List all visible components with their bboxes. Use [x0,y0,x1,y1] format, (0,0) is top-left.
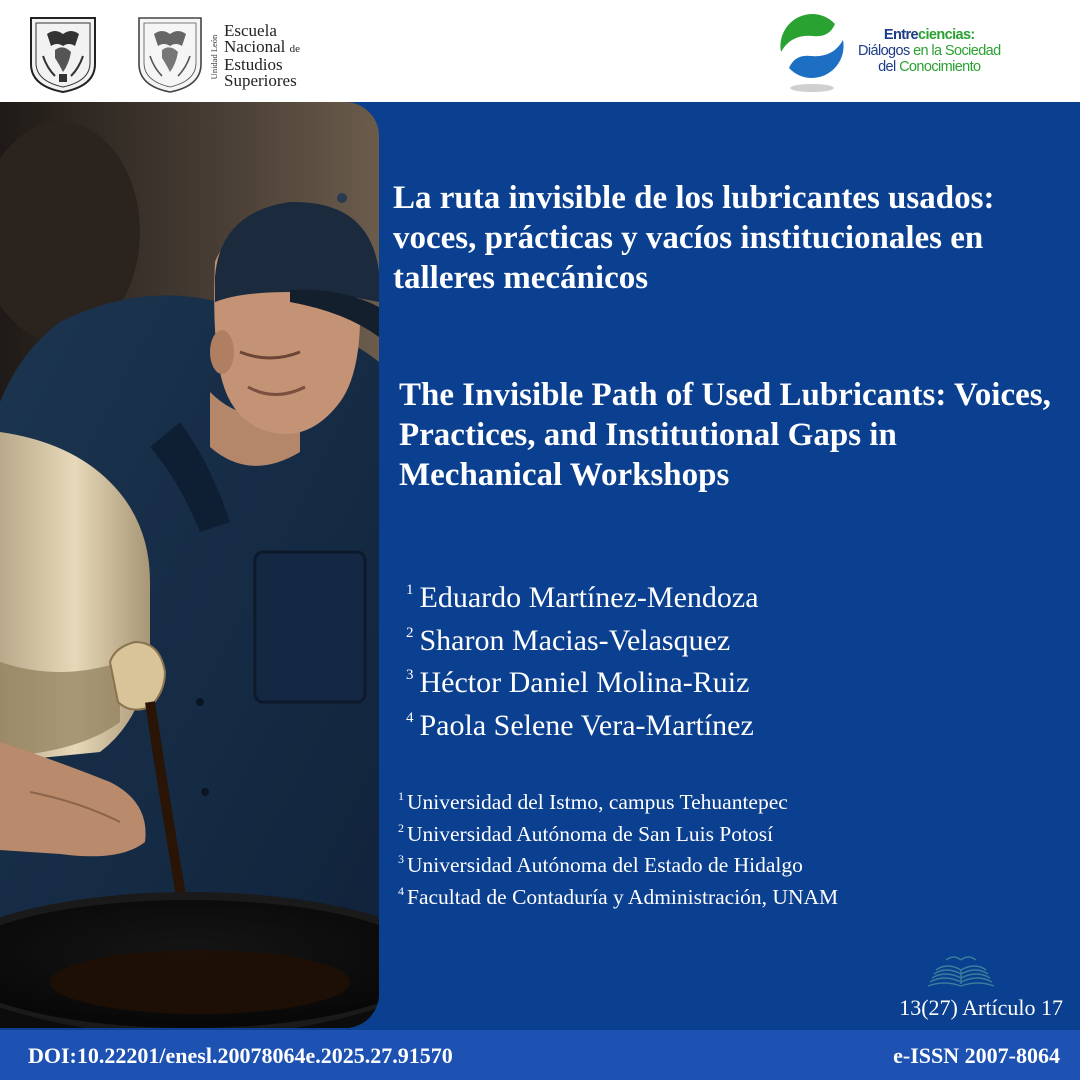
unam-seal-icon [25,12,101,94]
header [0,0,1080,102]
mechanic-photo [0,102,379,1028]
footer-bar [0,1030,1080,1080]
author-item: $^1$ Eduardo Martínez-Mendoza [406,581,759,614]
affiliations-list [398,784,838,911]
issn-label: e-ISSN 2007-8064 [893,1043,1060,1068]
enes-seal-icon [134,12,206,94]
affiliation-item: $^1$ Universidad del Istmo, campus Tehuantepec [398,789,788,815]
entreciencias-logo-text: Entreciencias: Diálogos en la Sociedad del Conocimiento [858,27,1001,75]
author-item: $^3$ Héctor Daniel Molina-Ruiz [406,666,750,699]
author-item: $^2$ Sharon Macias-Velasquez [406,623,731,657]
authors-list [406,574,759,744]
affiliation-item: $^2$ Universidad Autónoma de San Luis Potosí [398,820,774,846]
mechanic-illustration [0,102,379,1028]
escuela-name: Escuela Nacional de Estudios Superiores [224,21,300,90]
open-book-icon [924,950,998,996]
entreciencias-logo-icon [773,8,851,94]
unidad-label: Unidad León [209,34,219,80]
article-title-es: La ruta invisible de los lubricantes usados: voces, prácticas y vacíos institucionales en talleres mecánicos [393,180,995,296]
article-title-en: The Invisible Path of Used Lubricants: Voices, Practices, and Institutional Gaps in Mechanical Workshops [399,377,1051,493]
author-item: $^4$ Paola Selene Vera-Martínez [406,708,754,742]
affiliation-item: $^3$ Universidad Autónoma del Estado de Hidalgo [398,852,803,878]
affiliation-item: $^4$ Facultad de Contaduría y Administración, UNAM [398,883,839,910]
issue-label: 13(27) Artículo 17 [899,995,1063,1020]
doi-link[interactable]: DOI:10.22201/enesl.20078064e.2025.27.91570 [28,1043,453,1068]
